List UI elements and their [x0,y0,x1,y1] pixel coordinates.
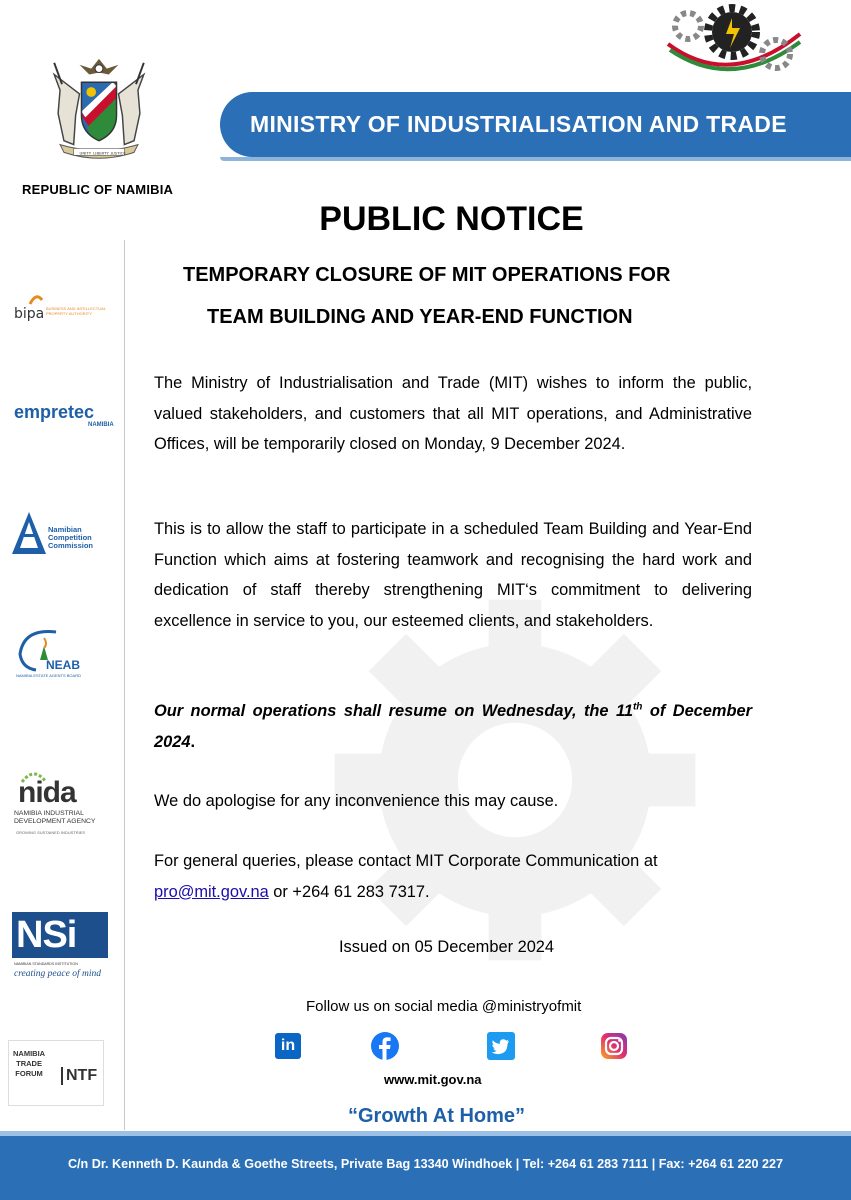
notice-subtitle-line-2: TEAM BUILDING AND YEAR-END FUNCTION [207,306,633,328]
ntf-logo [8,1040,104,1106]
resume-paragraph [154,696,752,757]
empretec-name: empretec [14,402,95,422]
coat-of-arms-logo [40,55,158,167]
empretec-caption: NAMIBIA [88,422,114,428]
ntf-line-3: FORUM [15,1069,43,1078]
nida-line-1: NAMIBIA INDUSTRIAL [14,810,84,817]
nida-tagline: GROWING SUSTAINED INDUSTRIES [16,830,86,835]
neab-logo [8,628,112,680]
motto: “Growth At Home” [348,1105,526,1127]
bipa-name: bipa [14,306,45,322]
sidebar-divider [124,240,125,1130]
phone-text: or +264 61 283 7317. [268,882,430,901]
ntf-line-2: TRADE [16,1059,42,1068]
ntf-line-1: NAMIBIA [13,1049,46,1058]
issued-date: Issued on 05 December 2024 [339,938,555,956]
follow-social-text: Follow us on social media @ministryofmit [306,998,582,1015]
nsi-logo [8,912,116,988]
ncc-line-3: Commission [48,541,94,550]
ntf-abbr: NTF [61,1067,97,1085]
notice-subtitle-line-1: TEMPORARY CLOSURE OF MIT OPERATIONS FOR [183,264,671,286]
ncc-logo [8,512,112,556]
nsi-name: NSi [16,914,77,956]
footer-address: C/n Dr. Kenneth D. Kaunda & Goethe Streets, Private Bag 13340 Windhoek | Tel: +264 61 283 7111 | Fax: +264 61 220 227 [67,1157,784,1171]
neab-caption: NAMIBIA ESTATE AGENTS BOARD [16,673,81,678]
ncc-line-1: Namibian [48,525,82,534]
nida-name: nida [18,776,76,809]
empretec-logo [8,400,112,434]
resume-prefix: Our normal operations shall resume on Wednesday, the 11 [154,702,633,720]
ministry-banner [220,92,851,157]
bipa-caption: BUSINESS AND INTELLECTUAL PROPERTY AUTHORITY [46,306,106,316]
nsi-caption: NAMIBIAN STANDARDS INSTITUTION [14,962,78,966]
nida-line-2: DEVELOPMENT AGENCY [14,818,96,825]
notice-title: PUBLIC NOTICE [319,200,584,238]
purpose-paragraph: This is to allow the staff to participate in a scheduled Team Building and Year-End Function which aims at fostering teamwork and recognising the hard work and dedication of staff thereby strengthening MIT‘s commitment to delivering excellence in service to you, our esteemed clients, and stakeholders. [154,520,752,630]
linkedin-icon[interactable] [275,1031,305,1061]
mit-gear-logo [660,4,805,84]
email-link[interactable]: pro@mit.gov.na [154,882,269,901]
resume-suffix: of December 2024 [154,702,752,751]
apology-paragraph: We do apologise for any inconvenience this may cause. [154,792,559,810]
twitter-icon[interactable] [486,1031,516,1061]
queries-paragraph [154,846,752,907]
neab-name: NEAB [46,658,81,672]
website-url[interactable]: www.mit.gov.na [384,1072,482,1087]
queries-text: For general queries, please contact MIT Corporate Communication at [154,852,658,870]
svg-text:UNITY: UNITY [79,150,92,156]
bipa-logo [8,292,108,326]
closure-paragraph: The Ministry of Industrialisation and Trade (MIT) wishes to inform the public, valued stakeholders, and customers that all MIT operations, and Administrative Offices, will be temporarily closed on Monday, 9 December 2024. [154,374,752,453]
ministry-title: MINISTRY OF INDUSTRIALISATION AND TRADE [250,111,787,137]
linkedin-glyph: in [275,1033,301,1059]
resume-superscript: th [632,701,643,713]
nsi-tagline: creating peace of mind [14,969,101,979]
svg-text:JUSTICE: JUSTICE [110,150,126,156]
resume-end: . [190,732,196,751]
nida-logo [8,770,118,840]
facebook-icon[interactable] [370,1031,400,1061]
country-name: REPUBLIC OF NAMIBIA [22,182,174,197]
svg-text:LIBERTY: LIBERTY [93,150,109,156]
instagram-icon[interactable] [599,1031,629,1061]
ncc-line-2: Competition [48,533,92,542]
